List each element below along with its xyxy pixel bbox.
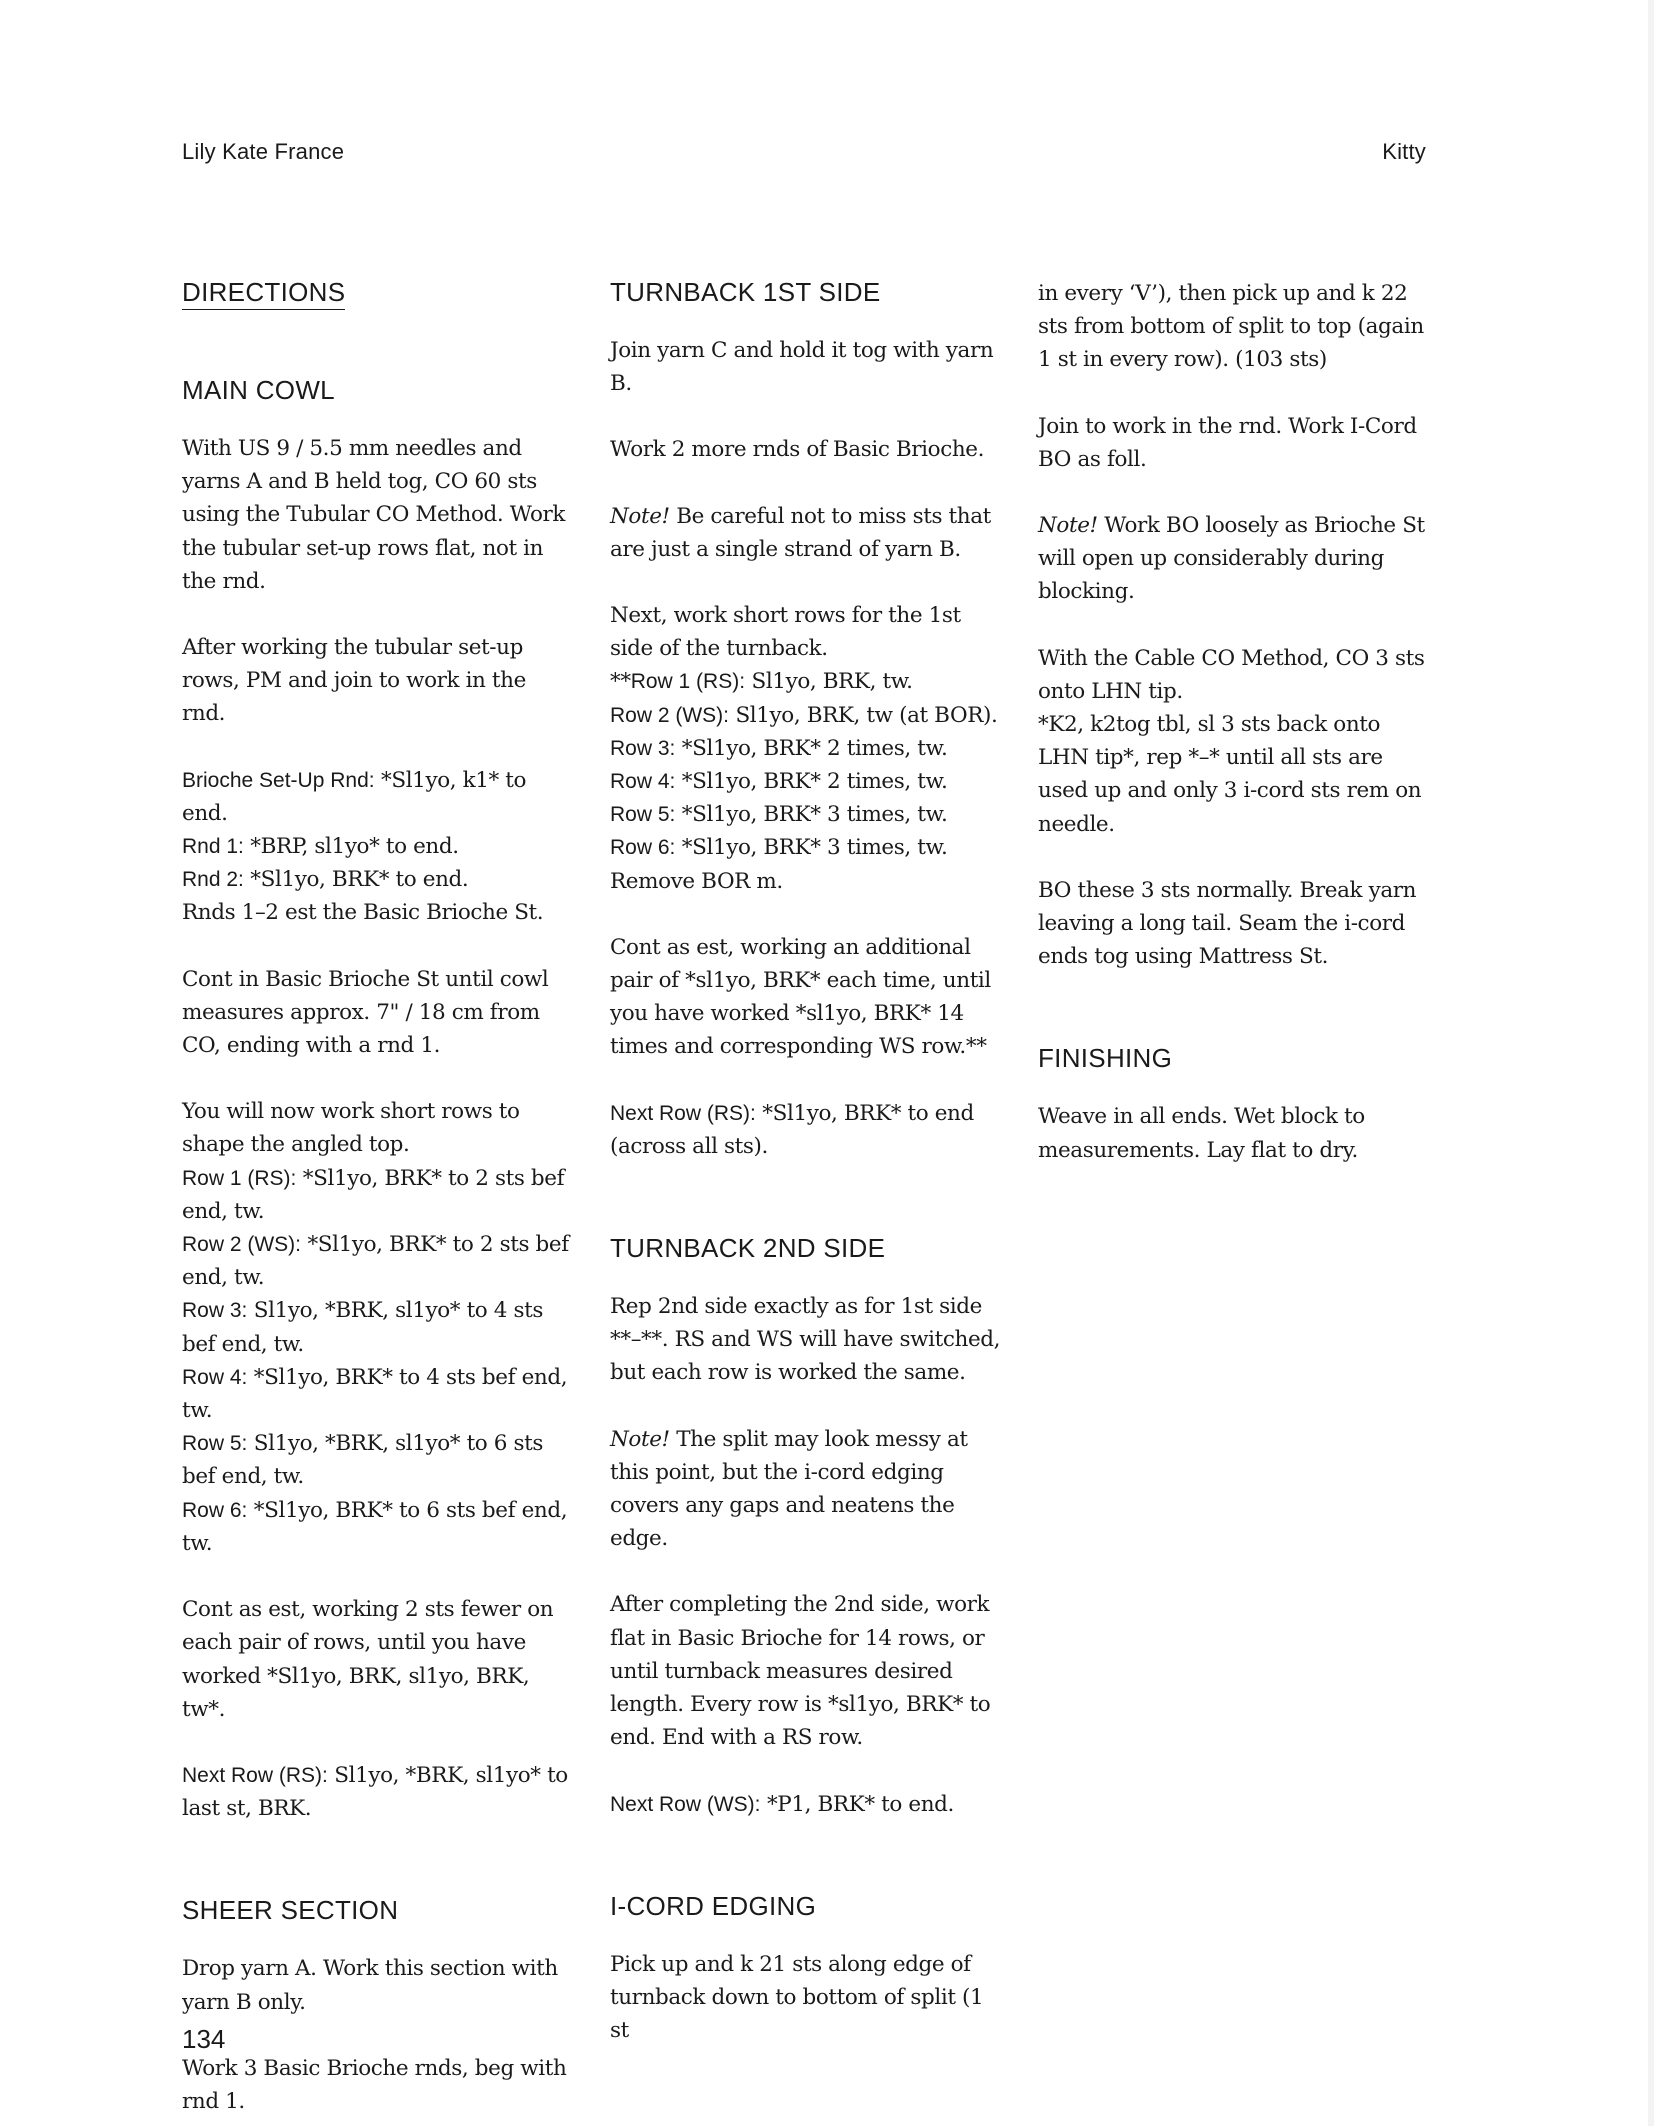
- row-label: Row 2 (WS):: [610, 703, 730, 727]
- note: [1038, 509, 1430, 609]
- row-label: Row 1 (RS):: [182, 1166, 297, 1190]
- short-row-instructions: [182, 1095, 574, 1560]
- row-label: Row 6:: [182, 1498, 248, 1522]
- row-text: *Sl1yo, BRK* to end.: [243, 867, 469, 893]
- paragraph: Drop yarn A. Work this section with yarn B only.: [182, 1956, 558, 2015]
- row-label: Rnd 2:: [182, 868, 244, 892]
- note-label: Note!: [610, 1426, 670, 1452]
- row-label: Next Row (RS):: [610, 1101, 756, 1125]
- row-text: *Sl1yo, BRK* to 6 sts bef end, tw.: [182, 1497, 568, 1556]
- heading-turnback-2nd-side: TURNBACK 2ND SIDE: [610, 1233, 886, 1264]
- row-label: Row 4:: [610, 770, 676, 794]
- row-text: *BRP, sl1yo* to end.: [243, 834, 459, 860]
- paragraph: Work 3 Basic Brioche rnds, beg with rnd 1.: [182, 2055, 567, 2114]
- paragraph: You will now work short rows to shape the angled top.: [182, 1099, 520, 1158]
- row-text: *Sl1yo, BRK* 3 times, tw. Remove BOR m.: [610, 835, 948, 894]
- row-text: *Sl1yo, BRK* 3 times, tw.: [675, 802, 948, 828]
- row-text: *Sl1yo, BRK* to 2 sts bef end, tw.: [182, 1165, 565, 1224]
- row-text: Sl1yo, *BRK, sl1yo* to 6 sts bef end, tw.: [182, 1431, 544, 1490]
- bind-off-instructions: [1038, 642, 1430, 841]
- row-label: Row 5:: [182, 1432, 248, 1456]
- row-text: Sl1yo, *BRK, sl1yo* to last st, BRK.: [182, 1762, 568, 1822]
- heading-finishing: FINISHING: [1038, 1043, 1173, 1074]
- column-3: [1038, 277, 1430, 1167]
- paragraph: With US 9 / 5.5 mm needles and yarns A and B held tog, CO 60 sts using the Tubular CO Method. Work the tubular set-up rows flat, not in the rnd.: [182, 436, 566, 594]
- paragraph: Weave in all ends. Wet block to measurements. Lay flat to dry.: [1038, 1104, 1365, 1163]
- paragraph: Rep 2nd side exactly as for 1st side **–**. RS and WS will have switched, but each row is worked the same.: [610, 1294, 1001, 1386]
- heading-directions: DIRECTIONS: [182, 277, 345, 310]
- note-text: Work BO loosely as Brioche St will open up considerably during blocking.: [1038, 513, 1425, 605]
- row-label: Row 1 (RS):: [630, 670, 746, 694]
- note-text: The split may look messy at this point, but the i-cord edging covers any gaps and neatens the edge.: [610, 1426, 968, 1552]
- paragraph: Pick up and k 21 sts along edge of turnback down to bottom of split (1 st: [610, 1951, 984, 2044]
- page-number: 134: [182, 2024, 226, 2054]
- row-label: Row 3:: [610, 736, 676, 760]
- paragraph: Cont as est, working 2 sts fewer on each pair of rows, until you have worked *Sl1yo, BRK, sl1yo, BRK, tw*.: [182, 1597, 554, 1722]
- page-edge-shadow: [1648, 0, 1654, 2126]
- row-text: *Sl1yo, BRK* to 4 sts bef end, tw.: [182, 1364, 568, 1424]
- paragraph: Join to work in the rnd. Work I-Cord BO as foll.: [1038, 413, 1417, 472]
- heading-main-cowl: MAIN COWL: [182, 375, 335, 405]
- note: [610, 500, 1002, 566]
- paragraph: BO these 3 sts normally. Break yarn leaving a long tail. Seam the i-cord ends tog using Mattress St.: [1038, 877, 1417, 970]
- paragraph: in every ‘V’), then pick up and k 22 sts from bottom of split to top (again 1 st in every row). (103 sts): [1038, 281, 1424, 373]
- row-label: Next Row (WS):: [610, 1792, 761, 1816]
- row-label: Row 6:: [610, 836, 676, 860]
- heading-turnback-1st-side: TURNBACK 1ST SIDE: [610, 277, 881, 307]
- note-text: Be careful not to miss sts that are just a single strand of yarn B.: [610, 503, 991, 562]
- short-row-instructions: [610, 599, 1002, 898]
- column-2: [610, 277, 1002, 2047]
- row-text: Rnds 1–2 est the Basic Brioche St.: [182, 900, 544, 926]
- marker: **: [610, 669, 631, 695]
- paragraph: Cont in Basic Brioche St until cowl measures approx. 7" / 18 cm from CO, ending with a rnd 1.: [182, 966, 549, 1059]
- paragraph: After completing the 2nd side, work flat in Basic Brioche for 14 rows, or until turnback measures desired length. Every row is *sl1yo, BRK* to end. End with a RS row.: [610, 1592, 991, 1751]
- running-head-title: Kitty: [1382, 139, 1426, 164]
- row-text: Sl1yo, *BRK, sl1yo* to 4 sts bef end, tw.: [182, 1298, 544, 1357]
- paragraph: *K2, k2tog tbl, sl 3 sts back onto LHN tip*, rep *–* until all sts are used up and only 3 i-cord sts rem on needle.: [1038, 712, 1422, 837]
- row-text: Sl1yo, BRK, tw.: [745, 669, 913, 695]
- paragraph: Next, work short rows for the 1st side of the turnback.: [610, 603, 961, 662]
- row-label: Brioche Set-Up Rnd:: [182, 768, 375, 792]
- paragraph: Cont as est, working an additional pair of *sl1yo, BRK* each time, until you have worked *sl1yo, BRK* 14 times and corresponding WS row.**: [610, 934, 991, 1060]
- row-text: *Sl1yo, BRK* 2 times, tw.: [675, 735, 948, 761]
- note: [610, 1423, 1002, 1556]
- row-label: Rnd 1:: [182, 835, 244, 859]
- running-head-author: Lily Kate France: [182, 139, 345, 164]
- row-label: Row 4:: [182, 1365, 248, 1389]
- heading-sheer-section: SHEER SECTION: [182, 1895, 399, 1926]
- row-text: Sl1yo, BRK, tw (at BOR).: [729, 702, 998, 728]
- row-label: Row 2 (WS):: [182, 1233, 302, 1257]
- row-text: *Sl1yo, BRK* to 2 sts bef end, tw.: [182, 1232, 569, 1291]
- paragraph: With the Cable CO Method, CO 3 sts onto LHN tip.: [1038, 645, 1425, 704]
- row-label: Next Row (RS):: [182, 1763, 328, 1787]
- heading-i-cord-edging: I-CORD EDGING: [610, 1890, 817, 1921]
- row-text: *Sl1yo, BRK* to end (across all sts).: [610, 1100, 974, 1159]
- note-label: Note!: [1038, 513, 1098, 539]
- row-text: *P1, BRK* to end.: [760, 1791, 954, 1817]
- paragraph: Work 2 more rnds of Basic Brioche.: [610, 437, 985, 463]
- row-label: Row 5:: [610, 803, 676, 827]
- row-label: Row 3:: [182, 1299, 248, 1323]
- stitch-instructions: [182, 764, 574, 930]
- row-text: *Sl1yo, k1* to end.: [182, 767, 527, 826]
- note-label: Note!: [610, 503, 670, 529]
- column-1: [182, 277, 574, 2118]
- row-text: *Sl1yo, BRK* 2 times, tw.: [675, 769, 948, 795]
- paragraph: After working the tubular set-up rows, PM and join to work in the rnd.: [182, 635, 526, 727]
- paragraph: Join yarn C and hold it tog with yarn B.: [610, 338, 994, 397]
